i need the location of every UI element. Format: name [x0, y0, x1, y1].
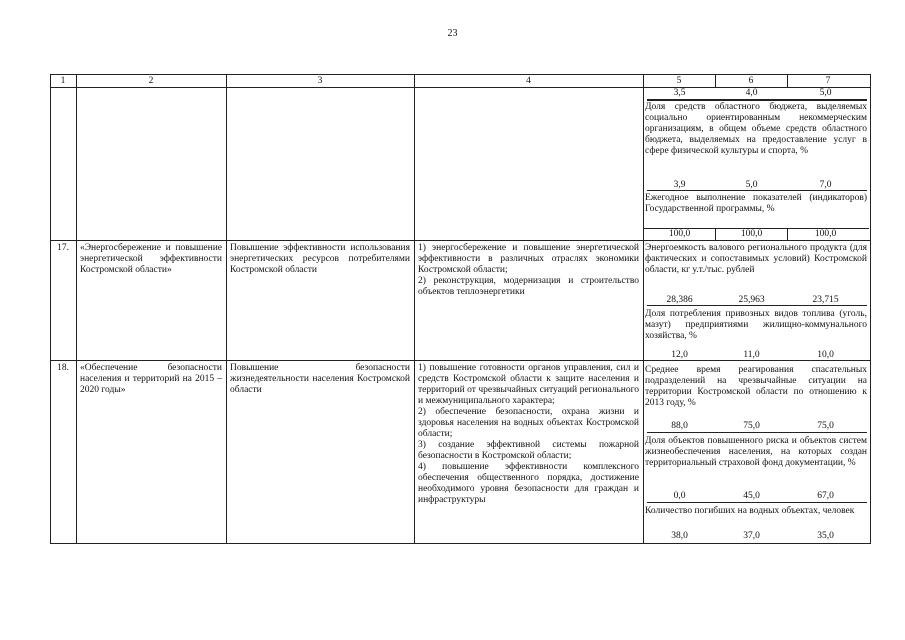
row-number: 17.	[57, 243, 69, 253]
value-cell: 0,0	[673, 491, 686, 501]
row-number: 18.	[57, 363, 69, 373]
value-underline	[647, 99, 867, 101]
header-col-5: 5	[676, 76, 682, 86]
header-col-2: 2	[148, 76, 154, 86]
value-cell: 75,0	[817, 421, 834, 431]
indicator-text: Ежегодное выполнение показателей (индикаторов) Государственной программы, %	[645, 193, 867, 214]
value-cell: 100,0	[668, 229, 691, 239]
value-cell: 67,0	[817, 491, 834, 501]
program-goal: Повышение эффективности использования энергетических ресурсов потребителями Костромской области	[230, 243, 410, 275]
value-cell: 100,0	[814, 229, 837, 239]
indicator-text: Энергоемкость валового регионального продукта (для фактических и сопоставимых условий) Костромской области, кг у.т./тыс. рублей	[645, 243, 867, 275]
value-divider	[787, 228, 788, 240]
value-cell: 5,0	[745, 180, 758, 190]
header-col-7: 7	[825, 76, 831, 86]
value-cell: 5,0	[819, 88, 832, 98]
indicator-text: Количество погибших на водных объектах, человек	[645, 506, 855, 516]
value-underline	[647, 432, 867, 433]
page-number: 23	[447, 28, 458, 39]
header-col-6: 6	[748, 76, 754, 86]
value-cell: 10,0	[817, 350, 834, 360]
value-cell: 88,0	[671, 421, 688, 431]
value-cell: 25,963	[738, 295, 765, 305]
header-col-1: 1	[60, 76, 66, 86]
col-line	[226, 74, 227, 543]
value-cell: 3,9	[673, 180, 686, 190]
program-tasks: 1) энергосбережение и повышение энергетической эффективности в различных отраслях экономики Костромской области; 2) реконструкция, модернизация и строительство объектов теплоэнергетики	[418, 243, 639, 297]
indicator-text: Доля средств областного бюджета, выделяемых социально ориентированным некоммерческим организациям, в общем объеме средств областного бюджета, выделяемых на предоставление услуг в сфере физической культуры и спорта, %	[645, 102, 867, 156]
value-underline	[647, 305, 867, 306]
value-underline	[647, 502, 867, 503]
col-line	[414, 74, 415, 543]
col-line	[643, 74, 644, 543]
value-underline	[647, 190, 867, 191]
value-cell: 12,0	[671, 350, 688, 360]
value-cell: 38,0	[671, 531, 688, 541]
program-goal: Повышение безопасности жизнедеятельности населения Костромской области	[230, 363, 410, 395]
program-tasks: 1) повышение готовности органов управления, сил и средств Костромской области к защите населения и территорий от чрезвычайных ситуаций регионального и межмуниципального характера; 2) обеспечение безопасности, охрана жизни и здоровья населения на водных объектах Костромской области; 3) создание эффективной системы пожарной безопасности в Костромской области; 4) повышение эффективности комплексного обеспечения общественного порядка, достижение необходимого уровня безопасности для граждан и инфраструктуры	[418, 363, 639, 505]
value-cell: 7,0	[819, 180, 832, 190]
value-cell: 28,386	[666, 295, 693, 305]
value-cell: 4,0	[745, 88, 758, 98]
indicator-text: Среднее время реагирования спасательных подразделений на чрезвычайные ситуации на территории Костромской области по отношению к 2013 году, %	[645, 365, 867, 408]
program-name: «Обеспечение безопасности населения и территорий на 2015 – 2020 годы»	[80, 363, 222, 395]
indicator-text: Доля потребления привозных видов топлива (уголь, мазут) предприятиями жилищно-коммунального хозяйства, %	[645, 309, 867, 341]
value-cell: 11,0	[743, 350, 760, 360]
row-line	[50, 360, 870, 361]
value-cell: 75,0	[743, 421, 760, 431]
program-name: «Энергосбережение и повышение энергетической эффективности Костромской области»	[80, 243, 222, 275]
indicator-text: Доля объектов повышенного риска и объектов систем жизнеобеспечения населения, на которых создан территориальный страховой фонд документации, %	[645, 436, 867, 468]
value-cell: 45,0	[743, 491, 760, 501]
header-col-3: 3	[317, 76, 323, 86]
col-line	[76, 74, 77, 543]
header-col-4: 4	[526, 76, 531, 86]
value-cell: 23,715	[812, 295, 839, 305]
value-cell: 3,5	[673, 88, 686, 98]
value-divider	[715, 228, 716, 240]
value-cell: 37,0	[743, 531, 760, 541]
value-cell: 35,0	[817, 531, 834, 541]
row-line	[50, 240, 870, 241]
value-cell: 100,0	[740, 229, 763, 239]
